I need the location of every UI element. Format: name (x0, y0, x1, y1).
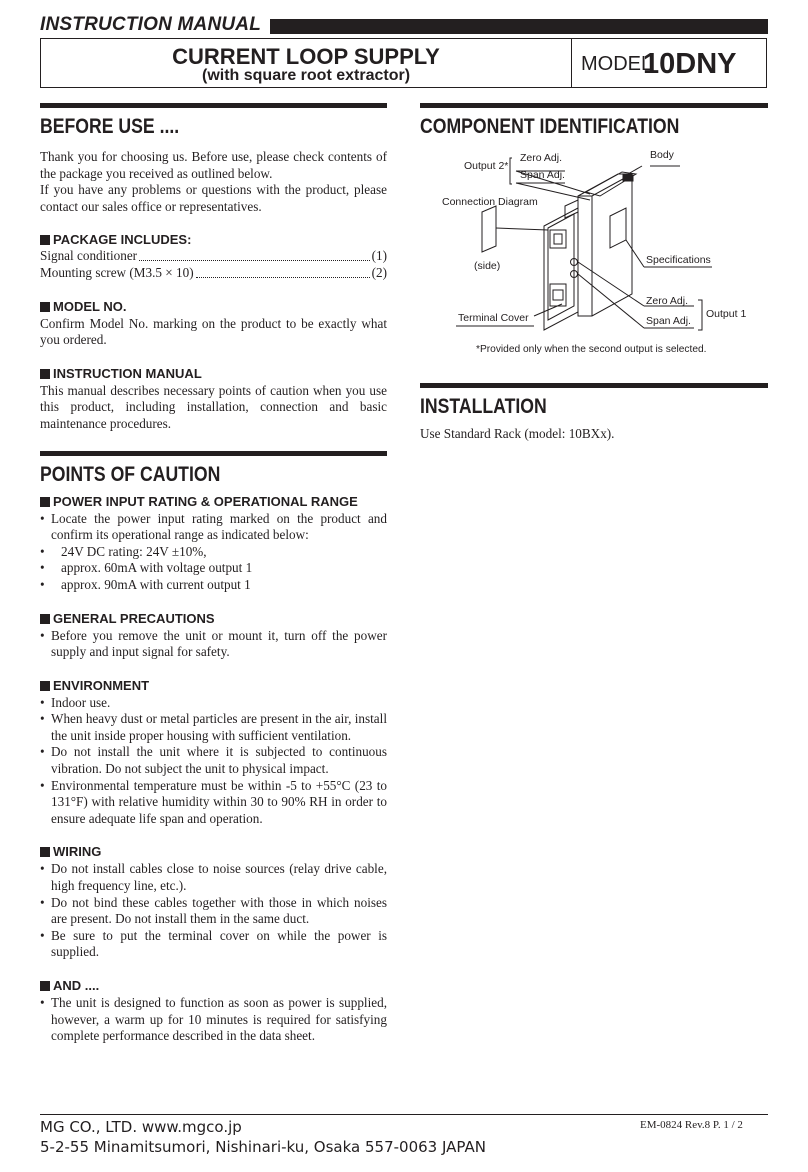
square-bullet-icon (40, 497, 50, 507)
leader-line (628, 166, 642, 174)
wiring-bullet: • Do not install cables close to noise sources (relay drive cable, high frequency line, etc.). (40, 861, 387, 894)
side-label: (side) (474, 260, 501, 272)
bracket (698, 300, 702, 330)
span-adj-top-label: Span Adj. (520, 169, 565, 181)
caution-title: POINTS OF CAUTION (40, 462, 221, 486)
package-heading: PACKAGE INCLUDES: (40, 232, 387, 248)
zero-adj-top-label: Zero Adj. (520, 152, 563, 164)
power-line: • approx. 90mA with current output 1 (40, 577, 387, 594)
document-reference: EM-0824 Rev.8 P. 1 / 2 (640, 1119, 743, 1131)
leader-line (626, 240, 644, 267)
module-illustration (440, 144, 768, 364)
second-output-note: *Provided only when the second output is selected. (476, 344, 707, 355)
footer-rule (40, 1114, 768, 1115)
left-column (40, 103, 387, 1045)
package-item: Signal conditioner (1) (40, 248, 387, 264)
square-bullet-icon (40, 302, 50, 312)
upper-adj-slot (554, 234, 562, 244)
output2-label: Output 2* (464, 160, 509, 172)
square-bullet-icon (40, 369, 50, 379)
square-bullet-icon (40, 981, 50, 991)
general-heading: GENERAL PRECAUTIONS (40, 611, 387, 627)
title-box (40, 38, 767, 88)
square-bullet-icon (40, 235, 50, 245)
square-bullet-icon (40, 614, 50, 624)
general-bullet: • Before you remove the unit or mount it, turn off the power supply and input signal for safety. (40, 628, 387, 661)
section-rule (420, 103, 768, 108)
power-line: • 24V DC rating: 24V ±10%, (40, 544, 387, 561)
environment-bullet: • Indoor use. (40, 695, 387, 712)
component-title: COMPONENT IDENTIFICATION (420, 115, 680, 138)
before-use-intro-2: If you have any problems or questions with the product, please contact our sales office or representatives. (40, 182, 387, 214)
model-code: 10DNY (643, 48, 737, 80)
package-item: Mounting screw (M3.5 × 10) (2) (40, 264, 387, 280)
spec-label-area (610, 208, 626, 248)
model-no-heading: MODEL NO. (40, 299, 387, 315)
before-use-intro: Thank you for choosing us. Before use, please check contents of the package you received as outlined below. (40, 149, 387, 181)
power-bullet: • Locate the power input rating marked on the product and confirm its operational range as indicated below: (40, 511, 387, 544)
manual-heading: INSTRUCTION MANUAL (40, 366, 387, 382)
wiring-bullet: • Do not bind these cables together with those in which noises are present. Do not install them in the same duct. (40, 895, 387, 928)
bracket (510, 158, 512, 184)
component-diagram (440, 144, 768, 364)
installation-section (420, 383, 768, 443)
environment-heading: ENVIRONMENT (40, 678, 387, 694)
terminal-screw (553, 290, 563, 300)
installation-text: Use Standard Rack (model: 10BXx). (420, 426, 615, 441)
leader-line (578, 262, 644, 306)
before-use-title: BEFORE USE .... (40, 115, 180, 138)
wiring-heading: WIRING (40, 844, 387, 860)
leader-line (578, 274, 644, 328)
product-title: CURRENT LOOP SUPPLY (172, 44, 440, 69)
body-outline (578, 174, 632, 316)
terminal-cover-label: Terminal Cover (458, 312, 529, 324)
and-bullet: • The unit is designed to function as soon as power is supplied, however, a warm up for 10 minutes is required for satisfying complete performance described in the data sheet. (40, 995, 387, 1045)
doc-type-label: INSTRUCTION MANUAL (40, 14, 262, 35)
connection-diagram-sheet (482, 206, 496, 252)
upper-adj-block (550, 230, 566, 248)
installation-title: INSTALLATION (420, 395, 547, 418)
manual-text: This manual describes necessary points of caution when you use this product, including installation, connection and basic maintenance procedures. (40, 382, 387, 431)
square-bullet-icon (40, 681, 50, 691)
power-line: • approx. 60mA with voltage output 1 (40, 560, 387, 577)
product-subtitle: (with square root extractor) (201, 67, 411, 84)
top-connector (623, 175, 633, 181)
wiring-bullet: • Be sure to put the terminal cover on while the power is supplied. (40, 928, 387, 961)
section-rule (40, 103, 387, 108)
span-adj-bottom-label: Span Adj. (646, 315, 691, 327)
model-label: MODEL (581, 53, 653, 75)
section-rule (420, 383, 768, 388)
environment-bullet: • Do not install the unit where it is subjected to continuous vibration. Do not subject the unit to physical impact. (40, 744, 387, 777)
zero-adj-bottom-label: Zero Adj. (646, 295, 689, 307)
leader-line (496, 228, 548, 230)
and-heading: AND .... (40, 978, 387, 994)
footer-address: 5-2-55 Minamitsumori, Nishinari-ku, Osaka 557-0063 JAPAN (40, 1138, 486, 1156)
right-column (420, 103, 768, 139)
environment-bullet: • Environmental temperature must be within -5 to +55°C (23 to 131°F) with relative humidity within 30 to 90% RH in order to ensure adequate life span and operation. (40, 778, 387, 828)
model-no-text: Confirm Model No. marking on the product to be exactly what you ordered. (40, 315, 387, 348)
terminal-block (550, 284, 566, 306)
square-bullet-icon (40, 847, 50, 857)
power-heading: POWER INPUT RATING & OPERATIONAL RANGE (40, 494, 387, 510)
title-divider (571, 39, 572, 87)
header-bar (270, 19, 768, 34)
section-rule (40, 451, 387, 456)
specifications-label: Specifications (646, 254, 711, 266)
front-panel (544, 208, 578, 330)
footer-company: MG CO., LTD. www.mgco.jp (40, 1118, 242, 1136)
connection-diagram-label: Connection Diagram (442, 196, 538, 208)
output1-label: Output 1 (706, 308, 747, 320)
body-label: Body (650, 149, 674, 161)
environment-bullet: • When heavy dust or metal particles are present in the air, install the unit inside proper housing with sufficient ventilation. (40, 711, 387, 744)
